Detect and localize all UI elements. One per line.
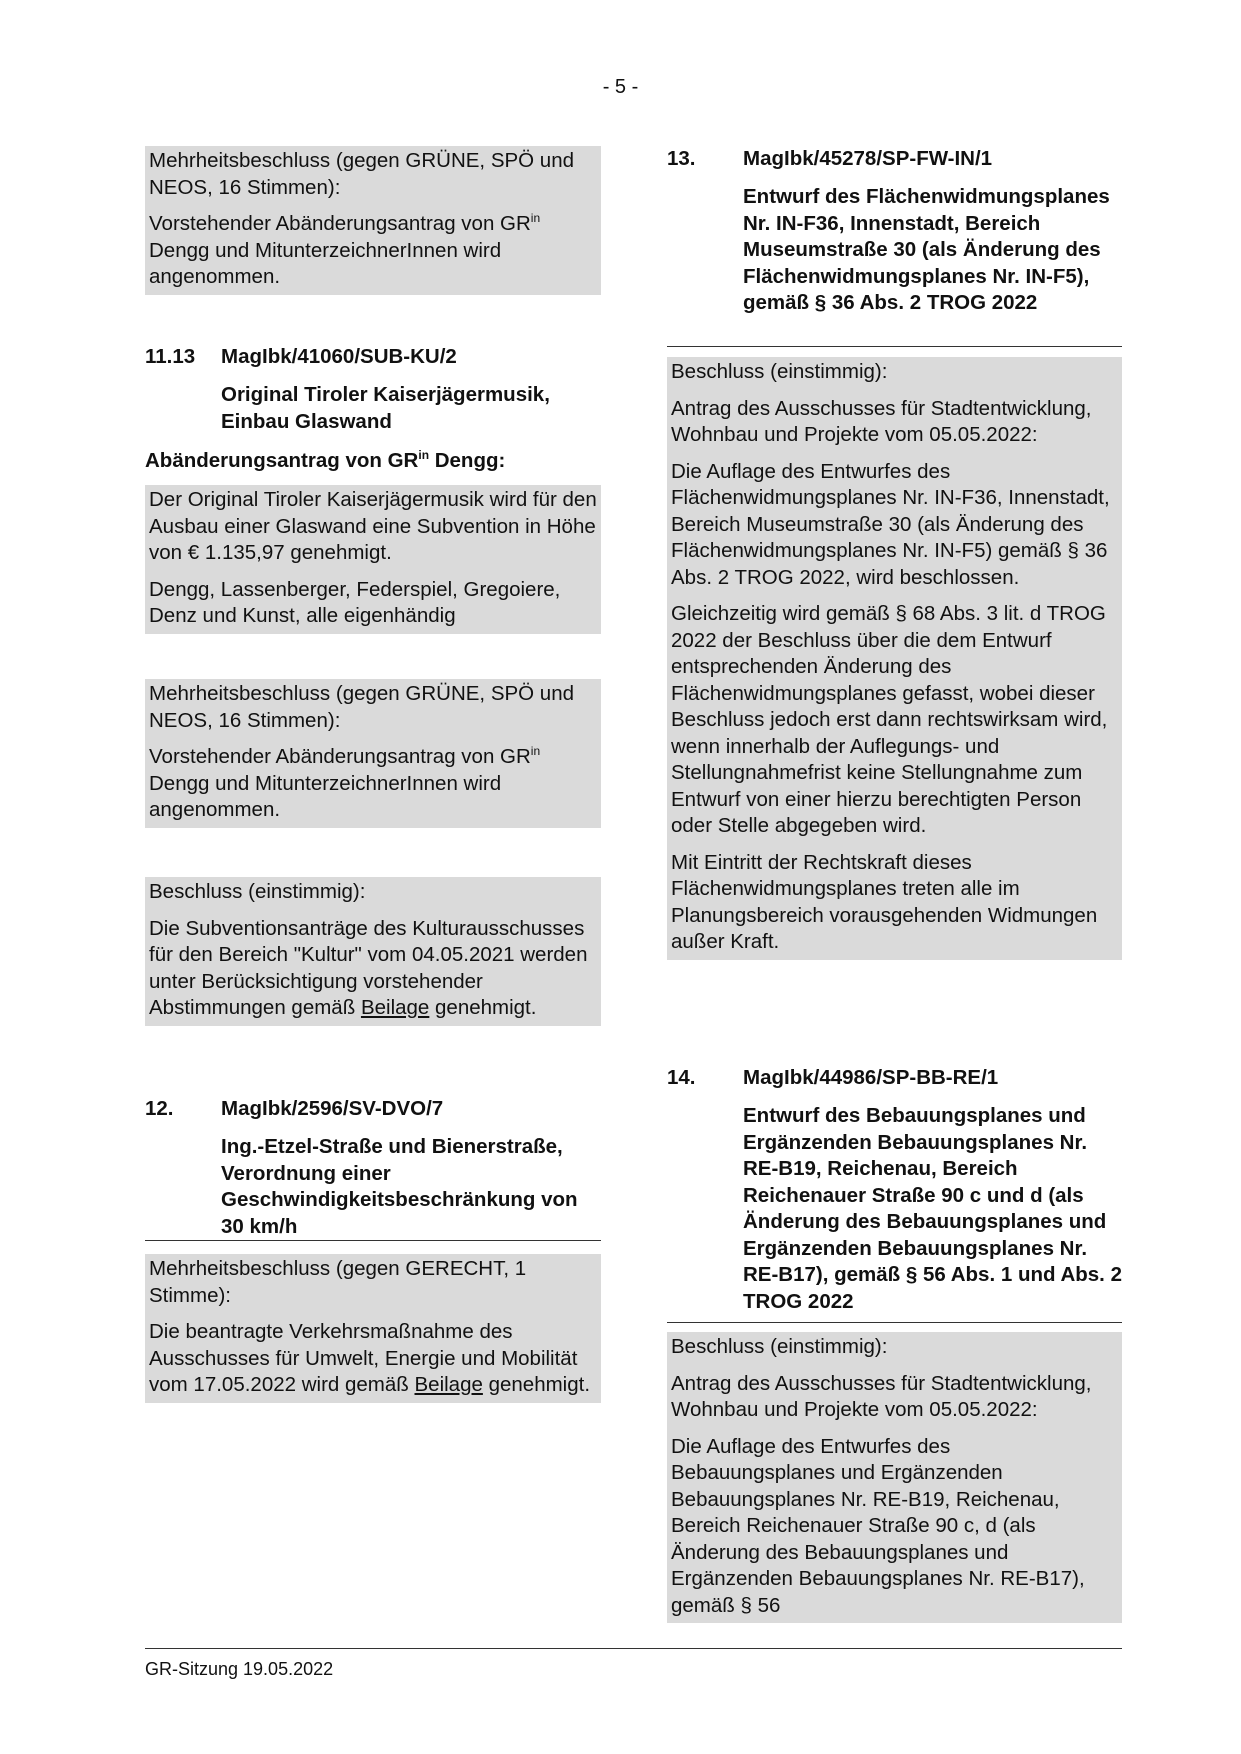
- item-number: 14.: [667, 1066, 696, 1089]
- item-title: Entwurf des Bebauungsplanes und Ergänzenden Bebauungsplanes Nr. RE-B19, Reichenau, Bereich Reichenauer Straße 90 c und d (als Änderung des Bebauungsplanes und Ergänzenden Bebauungsplanes Nr. RE-B17), gemäß § 56 Abs. 1 und Abs. 2 TROG 2022: [743, 1104, 1122, 1313]
- decision-text: Antrag des Ausschusses für Stadtentwicklung, Wohnbau und Projekte vom 05.05.2022:: [671, 1371, 1092, 1421]
- decision-text: Die Auflage des Entwurfes des Flächenwidmungsplanes Nr. IN-F36, Innenstadt, Bereich Museumstraße 30 (als Änderung des Flächenwidmungsplanes Nr. IN-F5) gemäß § 36 Abs. 2 TROG 2022, wird beschlossen.: [671, 459, 1110, 589]
- decision-box-unanimous-1: [145, 877, 601, 1026]
- amendment-signatories: Dengg, Lassenberger, Federspiel, Gregoiere, Denz und Kunst, alle eigenhändig: [149, 577, 561, 627]
- item-number: 11.13: [145, 345, 196, 368]
- decision-text: Vorstehender Abänderungsantrag von $GR^{in}$ Dengg und MitunterzeichnerInnen wird angenommen.: [149, 211, 541, 288]
- agenda-item-11-13: [145, 344, 601, 494]
- amendment-text: Der Original Tiroler Kaiserjägermusik wird für den Ausbau einer Glaswand eine Subvention in Höhe von € 1.135,97 genehmigt.: [149, 488, 597, 564]
- beilage-link[interactable]: Beilage: [414, 1373, 483, 1396]
- decision-text: Die Subventionsanträge des Kulturausschusses für den Bereich "Kultur" vom 04.05.2021 werden unter Berücksichtigung vorstehender Abstimmungen gemäß Beilage genehmigt.: [149, 916, 588, 1019]
- decision-text: Mit Eintritt der Rechtskraft dieses Flächenwidmungsplanes treten alle im Planungsbereich vorausgehenden Widmungen außer Kraft.: [671, 850, 1098, 953]
- decision-heading: Beschluss (einstimmig):: [671, 360, 888, 383]
- decision-text: Die Auflage des Entwurfes des Bebauungsplanes und Ergänzenden Bebauungsplanes Nr. RE-B19, Reichenau, Bereich Reichenauer Straße 90 c, d (als Änderung des Bebauungsplanes und Ergänzenden Bebauungsplanes Nr. RE-B17), gemäß § 56: [671, 1434, 1085, 1617]
- page-number: - 5 -: [602, 76, 639, 98]
- decision-text: Die beantragte Verkehrsmaßnahme des Ausschusses für Umwelt, Energie und Mobilität vom 17.05.2022 wird gemäß Beilage genehmigt.: [149, 1320, 591, 1396]
- decision-box-majority-2: [145, 679, 601, 828]
- divider: [145, 1240, 601, 1241]
- item-title: Entwurf des Flächenwidmungsplanes Nr. IN-F36, Innenstadt, Bereich Museumstraße 30 (als Änderung des Flächenwidmungsplanes Nr. IN-F5), gemäß § 36 Abs. 2 TROG 2022: [743, 185, 1110, 314]
- divider: [667, 346, 1122, 347]
- item-title: Original Tiroler Kaiserjägermusik, Einbau Glaswand: [221, 383, 550, 433]
- agenda-item-14: [667, 1065, 1122, 1321]
- decision-heading: Mehrheitsbeschluss (gegen GERECHT, 1 Stimme):: [149, 1257, 527, 1307]
- item-number: 12.: [145, 1097, 174, 1120]
- decision-heading: Beschluss (einstimmig):: [671, 1335, 888, 1358]
- item-code: MagIbk/41060/SUB-KU/2: [221, 345, 457, 368]
- agenda-item-12: [145, 1096, 601, 1236]
- decision-box-unanimous-3: [667, 1332, 1122, 1623]
- beilage-link[interactable]: Beilage: [360, 996, 430, 1019]
- agenda-item-13: [667, 146, 1122, 342]
- decision-heading: Beschluss (einstimmig):: [149, 880, 366, 903]
- item-code: MagIbk/44986/SP-BB-RE/1: [743, 1066, 999, 1089]
- item-code: MagIbk/2596/SV-DVO/7: [221, 1097, 444, 1120]
- footer-text: GR-Sitzung 19.05.2022: [145, 1659, 334, 1679]
- decision-text: Vorstehender Abänderungsantrag von $GR^{in}$ Dengg und MitunterzeichnerInnen wird angenommen.: [149, 744, 541, 821]
- decision-heading: Mehrheitsbeschluss (gegen GRÜNE, SPÖ und NEOS, 16 Stimmen):: [149, 682, 575, 732]
- decision-box-majority-1: [145, 146, 601, 295]
- item-title: Ing.-Etzel-Straße und Bienerstraße, Verordnung einer Geschwindigkeitsbeschränkung von 30 km/h: [221, 1135, 578, 1238]
- decision-box-unanimous-2: [667, 357, 1122, 960]
- decision-heading: Mehrheitsbeschluss (gegen GRÜNE, SPÖ und NEOS, 16 Stimmen):: [149, 149, 575, 199]
- decision-box-majority-3: [145, 1254, 601, 1403]
- item-code: MagIbk/45278/SP-FW-IN/1: [743, 147, 993, 170]
- divider: [667, 1322, 1122, 1323]
- decision-text: Gleichzeitig wird gemäß § 68 Abs. 3 lit. d TROG 2022 der Beschluss über die dem Entwurf entsprechenden Änderung des Flächenwidmungsplanes gefasst, wobei dieser Beschluss jedoch erst dann rechtswirksam wird, wenn innerhalb der Auflegungs- und Stellungnahmefrist keine Stellungnahme zum Entwurf von einer hierzu berechtigten Person oder Stelle abgegeben wird.: [671, 602, 1108, 837]
- item-number: 13.: [667, 147, 696, 170]
- amendment-heading: Abänderungsantrag von $GR^{in}$ Dengg:: [145, 448, 506, 472]
- amendment-box: [145, 485, 601, 634]
- decision-text: Antrag des Ausschusses für Stadtentwicklung, Wohnbau und Projekte vom 05.05.2022:: [671, 396, 1092, 446]
- footer-divider: [145, 1648, 1122, 1649]
